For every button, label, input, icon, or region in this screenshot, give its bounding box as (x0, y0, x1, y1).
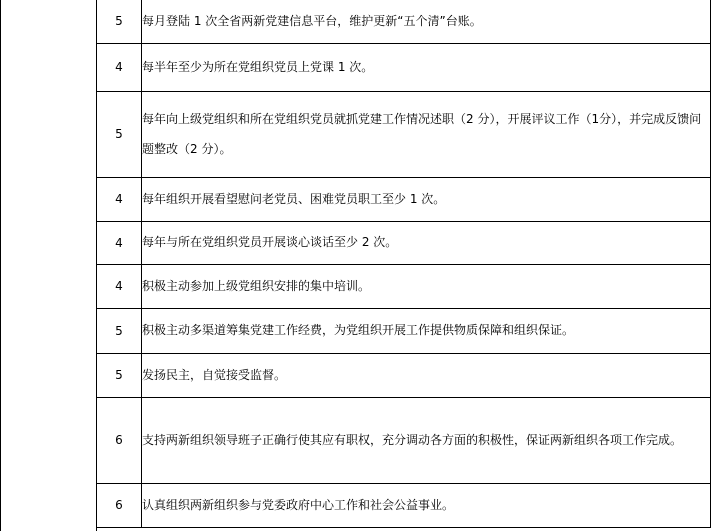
left-border-line (0, 0, 1, 531)
score-cell: 4 (97, 177, 142, 221)
table-row (97, 43, 711, 91)
requirements-table (96, 0, 711, 528)
table-row (97, 353, 711, 397)
score-cell: 4 (97, 43, 142, 91)
description-cell: 每半年至少为所在党组织党员上党课 1 次。 (142, 43, 711, 91)
score-cell: 4 (97, 264, 142, 308)
description-cell: 每年组织开展看望慰问老党员、困难党员职工至少 1 次。 (142, 177, 711, 221)
score-cell: 5 (97, 308, 142, 353)
table-row (97, 397, 711, 483)
score-cell: 5 (97, 91, 142, 177)
description-cell: 发扬民主，自觉接受监督。 (142, 353, 711, 397)
table-row (97, 221, 711, 264)
table-row (97, 264, 711, 308)
score-cell: 6 (97, 483, 142, 527)
description-cell: 认真组织两新组织参与党委政府中心工作和社会公益事业。 (142, 483, 711, 527)
score-cell: 5 (97, 353, 142, 397)
score-cell: 4 (97, 221, 142, 264)
table-row (97, 0, 711, 43)
description-cell: 每年向上级党组织和所在党组织党员就抓党建工作情况述职（2 分），开展评议工作（1分），并完成反馈问题整改（2 分）。 (142, 91, 711, 177)
table-row (97, 91, 711, 177)
description-cell: 支持两新组织领导班子正确行使其应有职权，充分调动各方面的积极性，保证两新组织各项工作完成。 (142, 397, 711, 483)
description-cell: 每年与所在党组织党员开展谈心谈话至少 2 次。 (142, 221, 711, 264)
description-cell: 每月登陆 1 次全省两新党建信息平台，维护更新“五个清”台账。 (142, 0, 711, 43)
table-row (97, 308, 711, 353)
description-cell: 积极主动多渠道筹集党建工作经费，为党组织开展工作提供物质保障和组织保证。 (142, 308, 711, 353)
description-cell: 积极主动参加上级党组织安排的集中培训。 (142, 264, 711, 308)
score-cell: 5 (97, 0, 142, 43)
table-row (97, 177, 711, 221)
table-row (97, 483, 711, 527)
score-cell: 6 (97, 397, 142, 483)
